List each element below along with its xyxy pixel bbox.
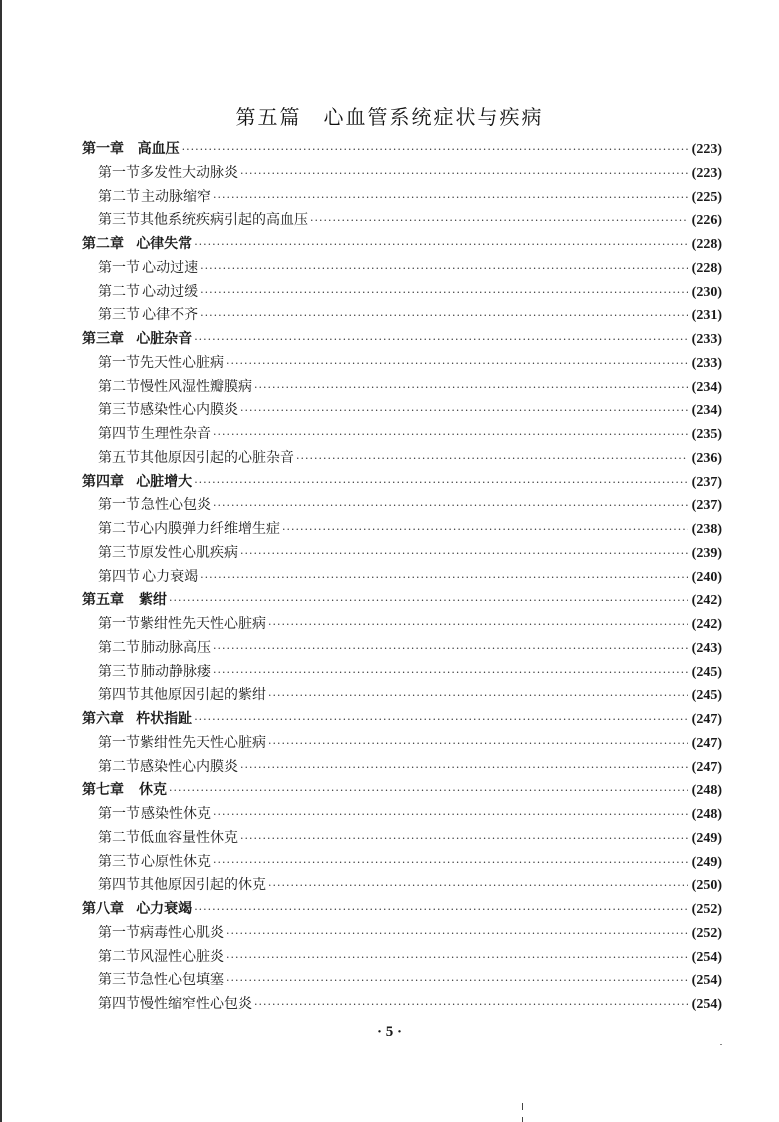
section-number: 第一节 xyxy=(98,497,140,514)
page-reference: (242) xyxy=(691,593,722,609)
part-number: 第五篇 xyxy=(235,105,302,129)
section-title: 肺动静脉瘘 xyxy=(141,663,211,680)
section-number: 第二节 xyxy=(98,948,140,965)
section-title: 紫绀性先天性心脏病 xyxy=(140,616,266,632)
toc-section-entry xyxy=(82,946,722,970)
page-reference: (228) xyxy=(691,260,722,276)
section-title: 心力衰竭 xyxy=(142,568,199,585)
dot-leader xyxy=(194,898,687,922)
toc-section-entry xyxy=(82,661,722,685)
page-reference: (254) xyxy=(691,949,722,965)
toc-section-entry xyxy=(82,993,722,1017)
chapter-number: 第四章 xyxy=(82,473,124,490)
section-number: 第一节 xyxy=(98,164,140,181)
dot-leader xyxy=(240,399,688,423)
dot-leader xyxy=(213,423,688,447)
page-reference: (233) xyxy=(691,332,722,347)
page-reference: (226) xyxy=(691,213,722,229)
part-title-text: 心血管系统症状与疾病 xyxy=(323,105,544,129)
section-title: 慢性缩窄性心包炎 xyxy=(140,996,252,1012)
page-reference: (254) xyxy=(691,997,722,1012)
section-number: 第二节 xyxy=(98,758,140,775)
scan-artifact-mark xyxy=(522,1103,523,1110)
dot-leader xyxy=(310,209,688,233)
chapter-title: 心脏增大 xyxy=(136,473,193,490)
section-number: 第一节 xyxy=(98,734,140,751)
dot-leader xyxy=(213,661,688,685)
toc-section-entry xyxy=(82,922,722,946)
dot-leader xyxy=(296,447,688,471)
section-number: 第二节 xyxy=(98,378,140,395)
page-reference: (231) xyxy=(691,308,722,324)
toc-chapter-entry xyxy=(82,471,722,495)
section-title: 风湿性心脏炎 xyxy=(140,948,224,965)
section-number: 第一节 xyxy=(98,259,140,276)
chapter-number: 第七章 xyxy=(82,782,124,799)
dot-leader xyxy=(240,162,688,186)
dot-leader xyxy=(254,376,688,400)
section-number: 第四节 xyxy=(98,568,140,585)
page-number: · 5 · xyxy=(376,1024,402,1040)
toc-section-entry xyxy=(82,352,722,376)
page-reference: (230) xyxy=(691,284,722,300)
toc-section-entry xyxy=(82,756,722,780)
page-reference: (247) xyxy=(691,712,722,727)
toc-section-entry xyxy=(82,209,722,233)
section-title: 紫绀性先天性心脏病 xyxy=(140,734,266,751)
section-number: 第二节 xyxy=(98,283,140,300)
section-title: 生理性杂音 xyxy=(141,426,211,442)
scan-speck xyxy=(607,600,609,601)
dot-leader xyxy=(226,946,688,970)
section-title: 感染性心内膜炎 xyxy=(140,758,238,775)
page-reference: (250) xyxy=(691,878,722,894)
toc-section-entry xyxy=(82,613,722,637)
dot-leader xyxy=(226,352,688,376)
section-number: 第二节 xyxy=(98,639,140,656)
toc-section-entry xyxy=(82,518,722,542)
section-title: 心内膜弹力纤维增生症 xyxy=(140,521,280,537)
page-reference: (242) xyxy=(691,617,722,632)
page-reference: (234) xyxy=(691,403,722,419)
dot-leader xyxy=(240,756,688,780)
section-title: 其他原因引起的心脏杂音 xyxy=(140,449,294,466)
toc-section-entry xyxy=(82,684,722,708)
section-number: 第三节 xyxy=(98,972,140,989)
section-title: 病毒性心肌炎 xyxy=(140,924,224,941)
section-number: 第三节 xyxy=(98,402,140,419)
section-number: 第三节 xyxy=(98,853,140,870)
dot-leader xyxy=(268,732,688,756)
scan-speck xyxy=(720,1044,722,1045)
toc-section-entry xyxy=(82,542,722,566)
toc-section-entry xyxy=(82,399,722,423)
toc-section-entry xyxy=(82,874,722,898)
toc-section-entry xyxy=(82,566,722,590)
toc-section-entry xyxy=(82,162,722,186)
page-reference: (223) xyxy=(691,142,722,157)
dot-leader xyxy=(200,257,688,281)
chapter-number: 第三章 xyxy=(82,331,124,347)
section-number: 第三节 xyxy=(98,663,140,680)
page-reference: (252) xyxy=(691,925,722,941)
chapter-number: 第八章 xyxy=(82,901,124,917)
scan-artifact-mark xyxy=(522,1117,523,1122)
section-number: 第二节 xyxy=(98,521,140,537)
part-heading xyxy=(0,101,779,130)
dot-leader xyxy=(268,874,688,898)
toc-section-entry xyxy=(82,447,722,471)
dot-leader xyxy=(213,803,688,827)
toc-section-entry xyxy=(82,304,722,328)
page-reference: (237) xyxy=(691,498,722,514)
dot-leader xyxy=(169,779,688,803)
page-reference: (243) xyxy=(691,640,722,656)
page-reference: (247) xyxy=(691,759,722,775)
page-reference: (223) xyxy=(691,165,722,181)
page-reference: (249) xyxy=(691,854,722,870)
page-reference: (252) xyxy=(691,902,722,917)
chapter-number: 第六章 xyxy=(82,711,124,727)
section-title: 急性心包填塞 xyxy=(140,972,224,989)
page-reference: (233) xyxy=(691,355,722,371)
dot-leader xyxy=(213,494,688,518)
chapter-title: 心力衰竭 xyxy=(136,901,193,917)
toc-section-entry xyxy=(82,423,722,447)
dot-leader xyxy=(268,613,688,637)
page-reference: (245) xyxy=(691,688,722,704)
dot-leader xyxy=(254,993,688,1017)
section-number: 第二节 xyxy=(98,188,140,205)
section-number: 第二节 xyxy=(98,829,140,846)
toc-chapter-entry xyxy=(82,328,722,352)
page-reference: (239) xyxy=(691,545,722,561)
dot-leader xyxy=(194,471,687,495)
section-title: 感染性休克 xyxy=(141,806,211,822)
section-number: 第三节 xyxy=(98,212,140,229)
section-number: 第三节 xyxy=(98,544,140,561)
section-number: 第一节 xyxy=(98,354,140,371)
section-title: 多发性大动脉炎 xyxy=(140,164,238,181)
chapter-title: 心脏杂音 xyxy=(136,331,193,347)
dot-leader xyxy=(200,304,688,328)
dot-leader xyxy=(194,708,687,732)
chapter-title: 杵状指趾 xyxy=(136,711,193,727)
page-reference: (249) xyxy=(691,830,722,846)
dot-leader xyxy=(169,589,688,613)
page-edge-line xyxy=(0,0,2,1122)
dot-leader xyxy=(194,328,687,352)
toc-section-entry xyxy=(82,376,722,400)
dot-leader xyxy=(226,969,688,993)
page-reference: (235) xyxy=(691,427,722,442)
toc-section-entry xyxy=(82,186,722,210)
dot-leader xyxy=(194,233,687,257)
section-title: 心律不齐 xyxy=(142,307,199,324)
page-reference: (248) xyxy=(691,807,722,822)
dot-leader xyxy=(240,827,688,851)
page-reference: (238) xyxy=(691,522,722,537)
page-reference: (236) xyxy=(691,450,722,466)
page-reference: (237) xyxy=(691,474,722,490)
page-reference: (248) xyxy=(691,783,722,799)
page-reference: (225) xyxy=(691,189,722,205)
dot-leader xyxy=(213,851,688,875)
dot-leader xyxy=(182,138,688,162)
section-title: 先天性心脏病 xyxy=(140,354,224,371)
toc-chapter-entry xyxy=(82,708,722,732)
toc-section-entry xyxy=(82,851,722,875)
toc-section-entry xyxy=(82,827,722,851)
section-number: 第四节 xyxy=(98,426,140,442)
toc-chapter-entry xyxy=(82,898,722,922)
page-reference: (228) xyxy=(691,237,722,252)
section-number: 第一节 xyxy=(98,616,140,632)
chapter-number: 第五章 xyxy=(82,592,124,609)
dot-leader xyxy=(200,281,688,305)
chapter-number: 第一章 xyxy=(82,141,124,157)
dot-leader xyxy=(200,566,688,590)
chapter-title: 紫绀 xyxy=(138,592,167,609)
section-number: 第一节 xyxy=(98,806,140,822)
toc-chapter-entry xyxy=(82,589,722,613)
section-title: 低血容量性休克 xyxy=(140,829,238,846)
chapter-title: 高血压 xyxy=(137,141,180,157)
page-reference: (240) xyxy=(691,569,722,585)
toc-section-entry xyxy=(82,637,722,661)
toc-section-entry xyxy=(82,732,722,756)
toc-chapter-entry xyxy=(82,779,722,803)
section-title: 心原性休克 xyxy=(141,853,211,870)
section-title: 感染性心内膜炎 xyxy=(140,402,238,419)
dot-leader xyxy=(213,637,688,661)
section-title: 其他原因引起的紫绀 xyxy=(140,687,266,704)
toc-section-entry xyxy=(82,969,722,993)
page-reference: (254) xyxy=(691,973,722,989)
section-title: 心动过缓 xyxy=(142,283,199,300)
table-of-contents xyxy=(82,138,722,1017)
toc-section-entry xyxy=(82,257,722,281)
page-reference: (247) xyxy=(691,735,722,751)
section-number: 第一节 xyxy=(98,924,140,941)
section-number: 第五节 xyxy=(98,449,140,466)
section-number: 第四节 xyxy=(98,877,140,894)
chapter-title: 心律失常 xyxy=(136,236,193,252)
section-title: 其他系统疾病引起的高血压 xyxy=(140,212,308,229)
section-title: 其他原因引起的休克 xyxy=(140,877,266,894)
dot-leader xyxy=(226,922,688,946)
chapter-title: 休克 xyxy=(138,782,167,799)
section-title: 主动脉缩窄 xyxy=(141,188,211,205)
page-reference: (234) xyxy=(691,379,722,395)
toc-section-entry xyxy=(82,803,722,827)
section-number: 第三节 xyxy=(98,307,140,324)
dot-leader xyxy=(240,542,688,566)
dot-leader xyxy=(282,518,688,542)
section-title: 肺动脉高压 xyxy=(141,639,211,656)
dot-leader xyxy=(268,684,688,708)
page-reference: (245) xyxy=(691,664,722,680)
section-title: 心动过速 xyxy=(142,259,199,276)
chapter-number: 第二章 xyxy=(82,236,124,252)
toc-section-entry xyxy=(82,281,722,305)
section-number: 第四节 xyxy=(98,996,140,1012)
dot-leader xyxy=(213,186,688,210)
section-title: 慢性风湿性瓣膜病 xyxy=(140,378,252,395)
section-title: 原发性心肌疾病 xyxy=(140,544,238,561)
section-number: 第四节 xyxy=(98,687,140,704)
section-title: 急性心包炎 xyxy=(141,497,211,514)
toc-section-entry xyxy=(82,494,722,518)
toc-chapter-entry xyxy=(82,138,722,162)
toc-chapter-entry xyxy=(82,233,722,257)
